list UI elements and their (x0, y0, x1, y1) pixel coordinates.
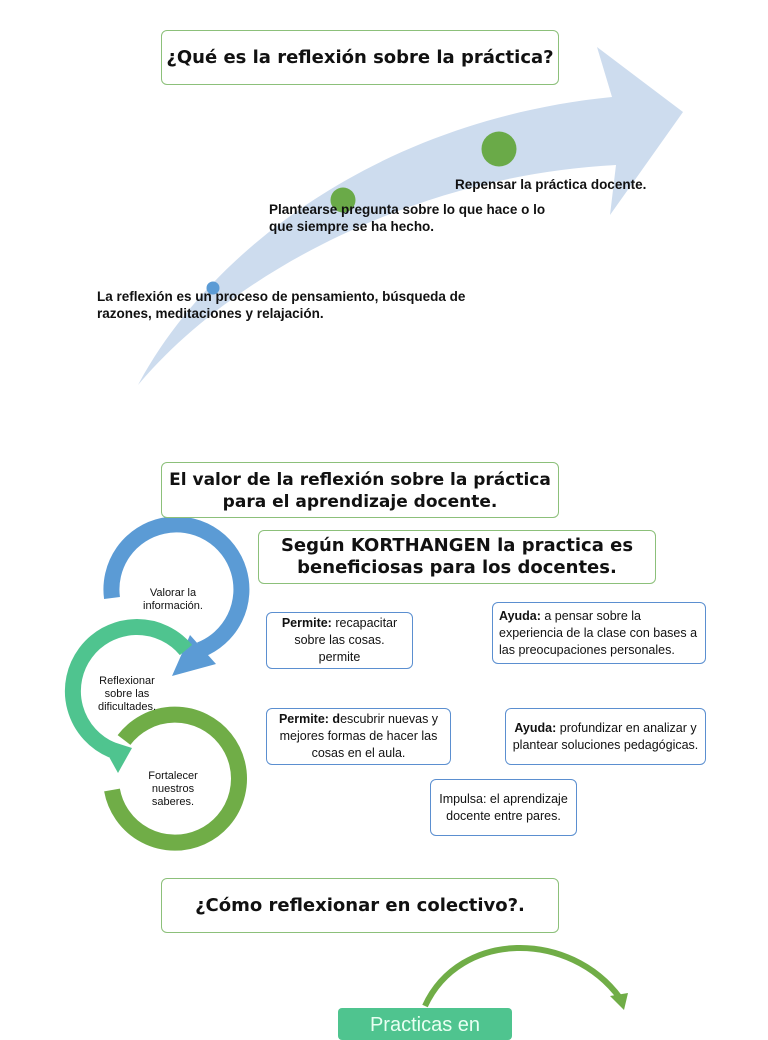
subtitle-korthangen (258, 530, 656, 584)
box-text: recapacitar sobre las cosas. permite (294, 616, 398, 664)
box-text: profundizar en analizar y plantear soluciones pedagógicas. (512, 720, 699, 752)
info-box-ayuda-profundizar (505, 708, 706, 765)
practicas-pill: Practicas en (338, 1008, 512, 1040)
box-lead: Permite: d (278, 712, 341, 726)
box-lead: Ayuda: (499, 608, 541, 623)
cycle-label-reflexionar: Reflexionar sobre las dificultades. (97, 675, 157, 713)
info-box-ayuda-pensar (492, 602, 706, 664)
arrow-step-2-text: Plantearse pregunta sobre lo que hace o lo que siempre se ha hecho. (269, 202, 546, 234)
info-box-impulsa (430, 779, 577, 836)
bottom-arrowhead (610, 993, 628, 1010)
box-text: a pensar sobre la experiencia de la clase con bases a las preocupaciones personales. (499, 608, 698, 657)
box-text: escubrir nuevas y mejores formas de hacer las cosas en el aula. (279, 712, 439, 760)
section-title-text: ¿Qué es la reflexión sobre la práctica? (166, 46, 554, 68)
cycle-label-fortalecer: Fortalecer nuestros saberes. (148, 770, 198, 808)
step-dot-large (482, 132, 517, 167)
section-title-text: El valor de la reflexión sobre la práctica para el aprendizaje docente. (169, 470, 551, 512)
box-text: Impulsa: el aprendizaje docente entre pares. (439, 791, 568, 823)
arrow-step-1-text: La reflexión es un proceso de pensamiento, búsqueda de razones, meditaciones y relajación. (97, 289, 466, 321)
subtitle-text: Según KORTHANGEN la practica es beneficiosas para los docentes. (280, 535, 634, 578)
cycle-label-valorar: Valorar la información. (143, 587, 203, 612)
section-title-text: ¿Cómo reflexionar en colectivo?. (195, 894, 525, 916)
box-lead: Ayuda: (514, 720, 557, 735)
box-lead: Permite: (281, 616, 332, 630)
cycle-arrowhead-teal (98, 737, 132, 773)
arrow-step-3-text: Repensar la práctica docente. (455, 177, 647, 192)
section-title-que-es (161, 30, 559, 85)
section-title-valor (161, 462, 559, 518)
info-box-permite-descubrir (266, 708, 451, 765)
info-box-permite-recapacitar (266, 612, 413, 669)
section-title-como-reflexionar (161, 878, 559, 933)
bottom-curved-arrow (425, 948, 620, 1006)
